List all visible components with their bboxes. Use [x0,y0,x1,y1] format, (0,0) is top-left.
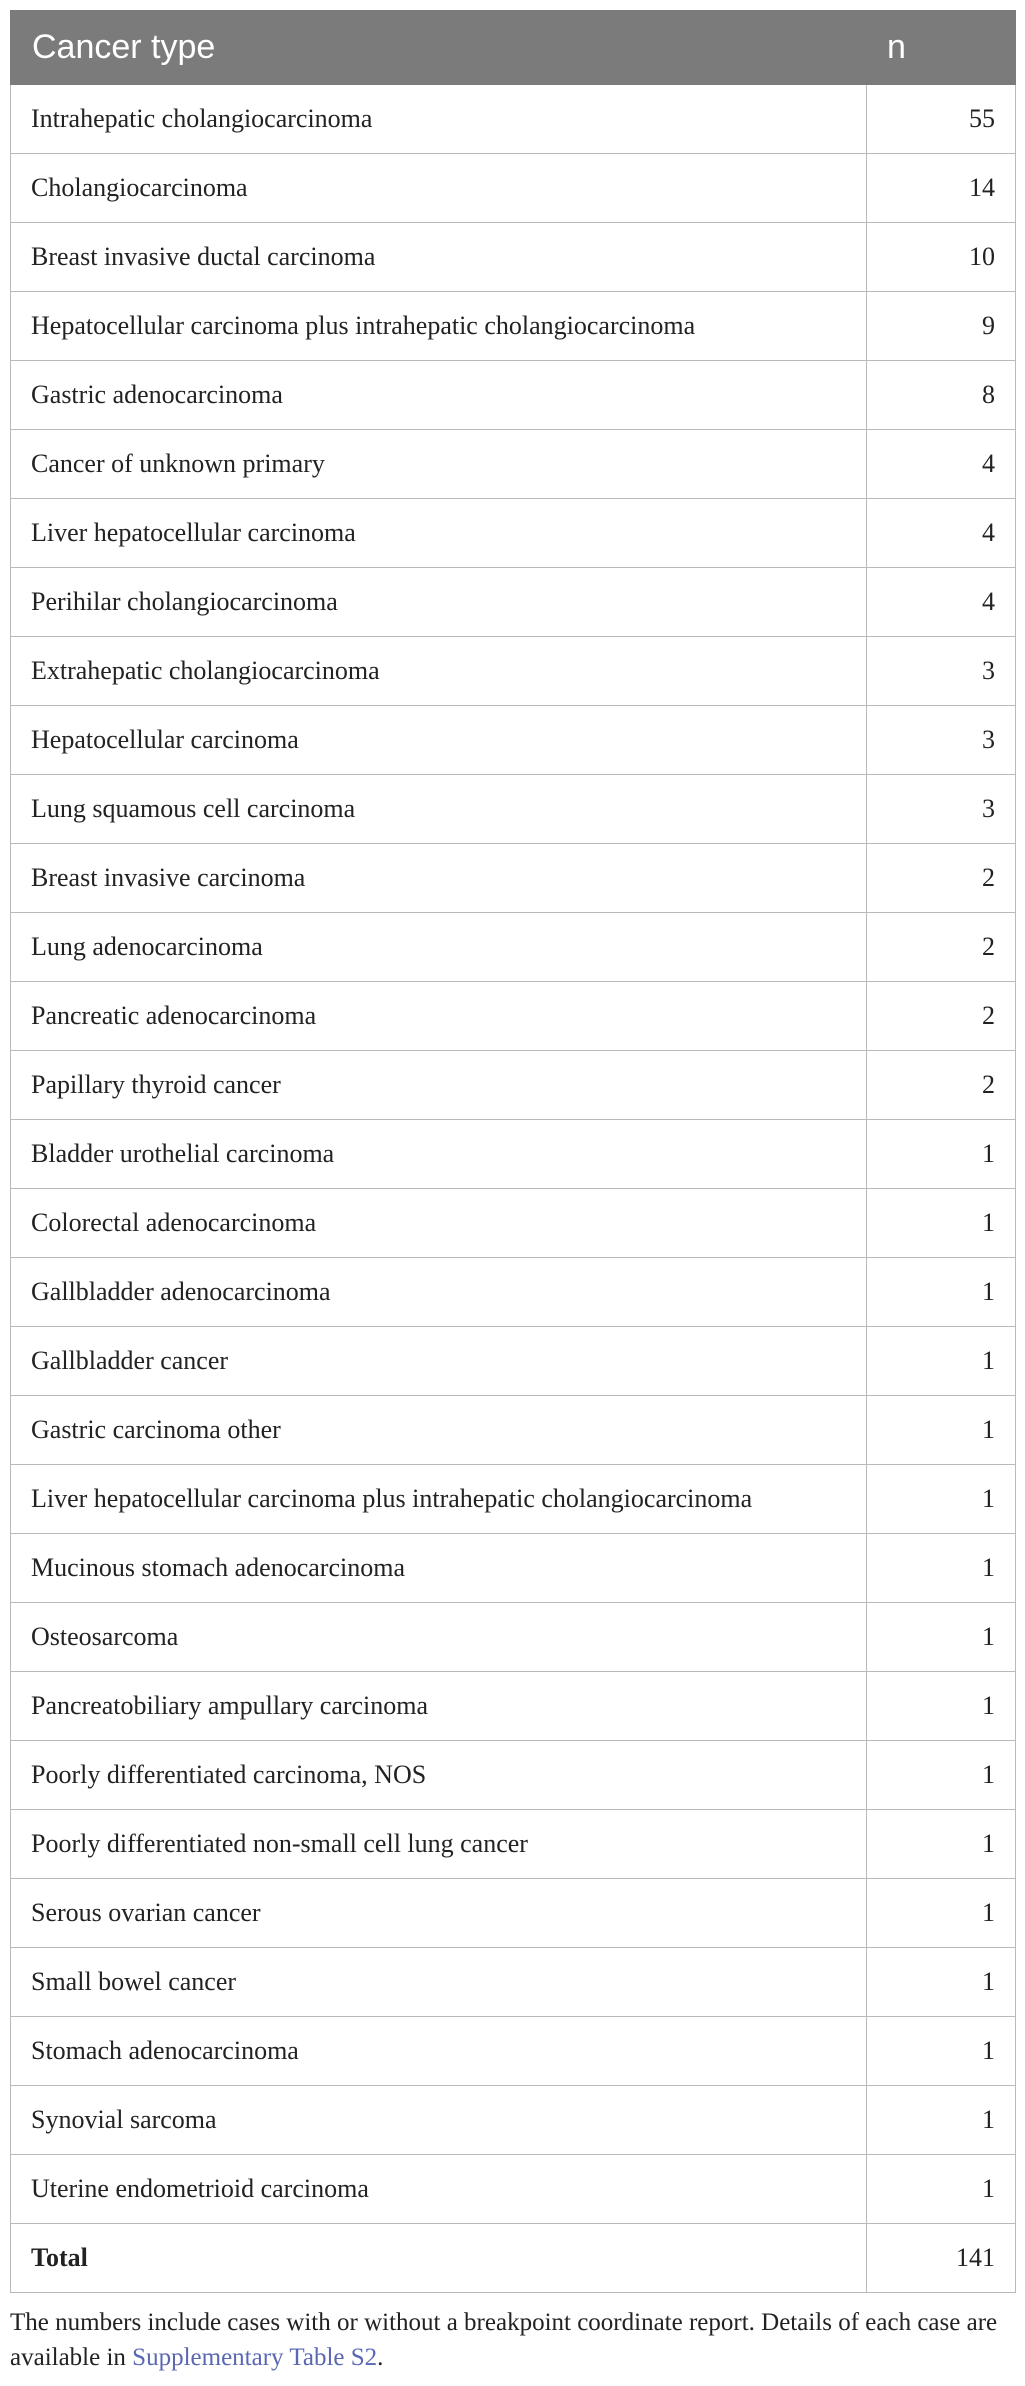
table-row [11,1327,1016,1396]
count-cell: 1 [867,1465,1016,1534]
count-cell: 1 [867,1810,1016,1879]
count-cell: 1 [867,2086,1016,2155]
count-cell: 1 [867,2155,1016,2224]
table-row [11,1741,1016,1810]
table-row [11,85,1016,154]
table-row [11,1603,1016,1672]
cancer-type-cell: Hepatocellular carcinoma [11,706,867,775]
cancer-type-cell: Colorectal adenocarcinoma [11,1189,867,1258]
table-row [11,2155,1016,2224]
table-footnote [10,2305,1015,2375]
cancer-type-cell: Bladder urothelial carcinoma [11,1120,867,1189]
cancer-type-cell: Lung squamous cell carcinoma [11,775,867,844]
count-cell: 3 [867,706,1016,775]
count-cell: 4 [867,430,1016,499]
count-cell: 1 [867,1258,1016,1327]
column-header-cancer-type: Cancer type [11,11,867,85]
cancer-type-cell: Pancreatobiliary ampullary carcinoma [11,1672,867,1741]
count-cell: 2 [867,844,1016,913]
table-row [11,1396,1016,1465]
count-cell: 1 [867,1603,1016,1672]
cancer-type-cell: Extrahepatic cholangiocarcinoma [11,637,867,706]
cancer-type-cell: Small bowel cancer [11,1948,867,2017]
table-row [11,1948,1016,2017]
cancer-type-cell: Osteosarcoma [11,1603,867,1672]
cancer-type-table [10,10,1016,2293]
cancer-type-cell: Liver hepatocellular carcinoma plus intrahepatic cholangiocarcinoma [11,1465,867,1534]
cancer-type-cell: Breast invasive ductal carcinoma [11,223,867,292]
table-row [11,430,1016,499]
count-cell: 1 [867,1189,1016,1258]
total-count: 141 [867,2224,1016,2293]
table-body [11,85,1016,2293]
total-row [11,2224,1016,2293]
count-cell: 4 [867,568,1016,637]
cancer-type-cell: Perihilar cholangiocarcinoma [11,568,867,637]
count-cell: 1 [867,1396,1016,1465]
cancer-type-cell: Serous ovarian cancer [11,1879,867,1948]
cancer-type-cell: Poorly differentiated carcinoma, NOS [11,1741,867,1810]
count-cell: 1 [867,1879,1016,1948]
table-row [11,1258,1016,1327]
table-row [11,361,1016,430]
table-row [11,568,1016,637]
cancer-type-cell: Cancer of unknown primary [11,430,867,499]
total-label: Total [11,2224,867,2293]
count-cell: 55 [867,85,1016,154]
table-row [11,844,1016,913]
cancer-type-cell: Mucinous stomach adenocarcinoma [11,1534,867,1603]
table-row [11,1810,1016,1879]
table-row [11,154,1016,223]
table-row [11,1051,1016,1120]
column-header-n: n [867,11,1016,85]
footnote-text: The numbers include cases with or without a breakpoint coordinate report. Details of each case are available in [10,2309,998,2371]
table-row [11,2017,1016,2086]
cancer-type-cell: Intrahepatic cholangiocarcinoma [11,85,867,154]
table-row [11,223,1016,292]
cancer-type-cell: Gallbladder adenocarcinoma [11,1258,867,1327]
cancer-type-cell: Gastric adenocarcinoma [11,361,867,430]
cancer-type-cell: Liver hepatocellular carcinoma [11,499,867,568]
count-cell: 2 [867,913,1016,982]
cancer-type-cell: Papillary thyroid cancer [11,1051,867,1120]
count-cell: 2 [867,1051,1016,1120]
table-row [11,1879,1016,1948]
count-cell: 8 [867,361,1016,430]
table-row [11,499,1016,568]
cancer-type-cell: Poorly differentiated non-small cell lung cancer [11,1810,867,1879]
cancer-type-cell: Synovial sarcoma [11,2086,867,2155]
cancer-type-cell: Cholangiocarcinoma [11,154,867,223]
count-cell: 4 [867,499,1016,568]
table-row [11,1534,1016,1603]
supplementary-table-link[interactable]: Supplementary Table S2 [132,2344,378,2371]
count-cell: 9 [867,292,1016,361]
cancer-type-cell: Gastric carcinoma other [11,1396,867,1465]
cancer-type-cell: Uterine endometrioid carcinoma [11,2155,867,2224]
cancer-type-cell: Stomach adenocarcinoma [11,2017,867,2086]
table-row [11,982,1016,1051]
cancer-type-cell: Gallbladder cancer [11,1327,867,1396]
table-row [11,1465,1016,1534]
count-cell: 1 [867,1948,1016,2017]
table-row [11,292,1016,361]
count-cell: 10 [867,223,1016,292]
cancer-type-cell: Hepatocellular carcinoma plus intrahepatic cholangiocarcinoma [11,292,867,361]
table-row [11,775,1016,844]
footnote-end: . [377,2344,384,2371]
count-cell: 1 [867,2017,1016,2086]
table-header-row [11,11,1016,85]
count-cell: 1 [867,1741,1016,1810]
cancer-type-cell: Breast invasive carcinoma [11,844,867,913]
count-cell: 3 [867,775,1016,844]
cancer-type-cell: Lung adenocarcinoma [11,913,867,982]
count-cell: 14 [867,154,1016,223]
table-row [11,1672,1016,1741]
table-row [11,1189,1016,1258]
table-row [11,1120,1016,1189]
table-row [11,637,1016,706]
table-row [11,706,1016,775]
count-cell: 1 [867,1672,1016,1741]
table-row [11,913,1016,982]
count-cell: 1 [867,1327,1016,1396]
count-cell: 3 [867,637,1016,706]
cancer-type-cell: Pancreatic adenocarcinoma [11,982,867,1051]
count-cell: 2 [867,982,1016,1051]
count-cell: 1 [867,1534,1016,1603]
table-row [11,2086,1016,2155]
count-cell: 1 [867,1120,1016,1189]
